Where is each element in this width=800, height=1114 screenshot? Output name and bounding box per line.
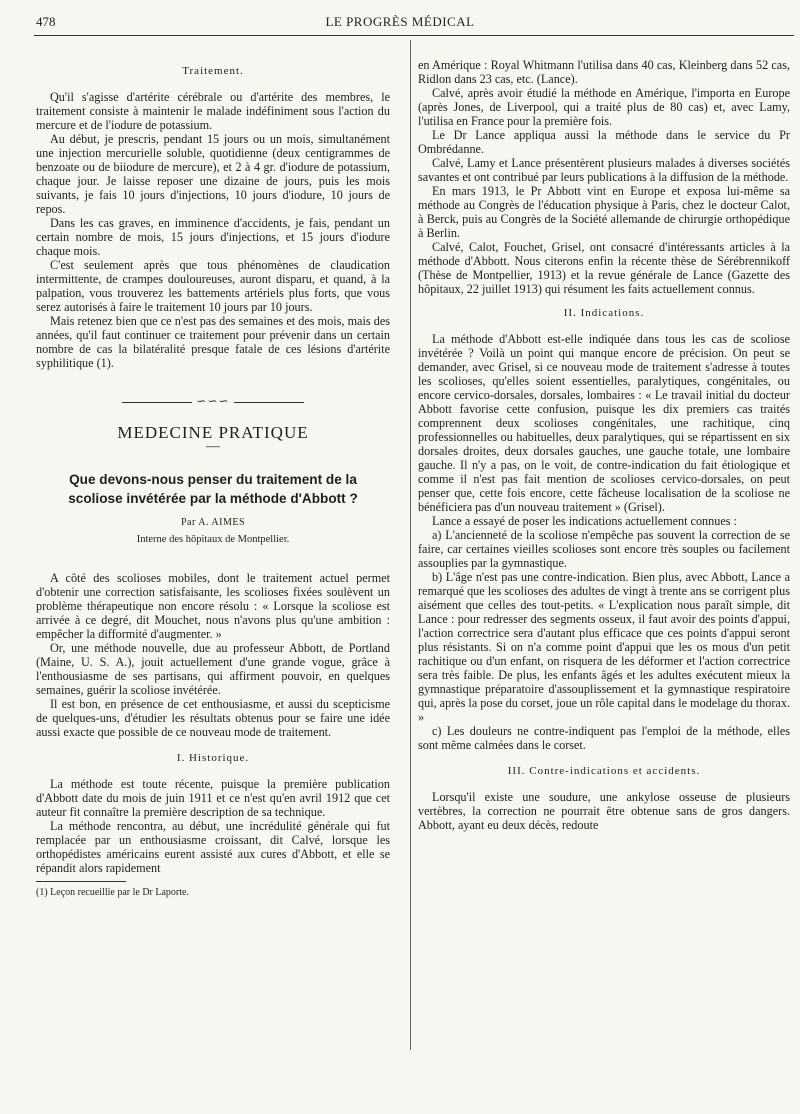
header-rule xyxy=(34,35,794,36)
paragraph: Le Dr Lance appliqua aussi la méthode dans le service du Pr Ombrédanne. xyxy=(418,128,790,156)
section-dash: — xyxy=(206,439,220,454)
paragraph: La méthode d'Abbott est-elle indiquée dans tous les cas de scoliose invétérée ? Voilà un point qui manque encore de précision. On peut se demander, avec Grisel, si ce nouveau mode de traitement s'adresse à toutes les scolioses, qu'elles soient essentielles, paralytiques, congénitales, ou encore cervico-dorsales, dorsales, lombaires : « Le travail initial du docteur Abbott favorise cette confusion, puisque les dix premiers cas traités comprennent deux scolioses congénitales, une rachitique, cinq professionnelles ou habituelles, deux paralytiques, qui se répartissent en six dorsales droites, deux dorsales gauches, une gauche totale, une lombaire gauche. Il n'y a pas, on le voit, de contre-indication du fait étiologique et comme il n'est pas fait mention de scolioses cervico-dorsales, on peut penser que, cette fois encore, cette fâcheuse localisation de la scoliose ne bénéficiera pas d'un nouveau traitement » (Grisel). xyxy=(418,332,790,514)
paragraph: b) L'âge n'est pas une contre-indication. Bien plus, avec Abbott, Lance a remarqué que les scolioses des adultes de vingt à trente ans se corrigent plus aisément que celles des tout-petits. « L'explication nous paraît simple, dit Lance : pour redresser des segments osseux, il faut avoir des points d'appui, l'action correctrice sera d'autant plus efficace que ces points d'appui seront plus résistants. Si on n'a comme point d'appui que les os mous d'un petit rachitique ou d'un enfant, on risquera de les déformer et l'action correctrice sera très faible. De plus, les enfants âgés et les adultes exécutent mieux la gymnastique préparatoire d'assouplissement et la gymnastique respiratoire qui, après la pose du corset, joue un rôle capital dans le modelage du thorax. » xyxy=(418,570,790,724)
journal-title: LE PROGRÈS MÉDICAL xyxy=(325,14,475,29)
paragraph: Il est bon, en présence de cet enthousiasme, et aussi du scepticisme de quelques-uns, d'étudier les résultats obtenus pour se faire une idée aussi exacte que possible de ce nouveau mode de traitement. xyxy=(36,697,390,739)
right-column xyxy=(418,58,790,832)
fleuron-line xyxy=(122,402,192,403)
paragraph: En mars 1913, le Pr Abbott vint en Europe et exposa lui-même sa méthode au Congrès de l'éducation physique à Paris, chez le docteur Calot, à Berck, puis au Congrès de la Société allemande de chirurgie orthopédique à Berlin. xyxy=(418,184,790,240)
paragraph: Lorsqu'il existe une soudure, une ankylose osseuse de plusieurs vertèbres, la correction ne pourrait être obtenue sans de gros dangers. Abbott, ayant eu deux décès, redoute xyxy=(418,790,790,832)
paragraph: A côté des scolioses mobiles, dont le traitement actuel permet d'obtenir une correction satisfaisante, les scolioses fixées soulèvent un problème thérapeutique non encore résolu : « Lorsque la scoliose est arrivée à ce degré, dit Mouchet, nous n'avons plus qu'une ambition : empêcher la difformité d'augmenter. » xyxy=(36,571,390,641)
page-number: 478 xyxy=(36,14,56,29)
fleuron-line xyxy=(234,402,304,403)
traitement-heading: Traitement. xyxy=(182,65,244,77)
paragraph: Qu'il s'agisse d'artérite cérébrale ou d'artérite des membres, le traitement consiste à maintenir le malade indéfiniment sous l'action du mercure et de l'iodure de potassium. xyxy=(36,90,390,132)
paragraph: Or, une méthode nouvelle, due au professeur Abbott, de Portland (Maine, U. S. A.), jouit actuellement d'une grande vogue, grâce à l'enthousiasme de ses partisans, qui affirment pouvoir, en quelques semaines, guérir la scoliose invétérée. xyxy=(36,641,390,697)
author-affiliation: Interne des hôpitaux de Montpellier. xyxy=(136,534,290,545)
article-title: Que devons-nous penser du traitement de la scoliose invétérée par la méthode d'Abbott ? xyxy=(68,472,358,506)
left-column xyxy=(36,58,390,900)
footnote: (1) Leçon recueillie par le Dr Laporte. xyxy=(36,887,189,898)
paragraph: en Amérique : Royal Whitmann l'utilisa dans 40 cas, Kleinberg dans 52 cas, Ridlon dans 23 cas, etc. (Lance). xyxy=(418,58,790,86)
paragraph: La méthode est toute récente, puisque la première publication d'Abbott date du mois de juin 1911 et ce n'est qu'en avril 1912 que cet auteur fit connaître la première description de sa technique. xyxy=(36,777,390,819)
paragraph: Lance a essayé de poser les indications actuellement connues : xyxy=(432,514,737,528)
article-byline: Par A. AIMES xyxy=(180,517,246,528)
section-heading: MEDECINE PRATIQUE xyxy=(117,423,309,442)
historique-heading: I. Historique. xyxy=(176,752,250,764)
indications-heading: II. Indications. xyxy=(563,307,645,319)
paragraph: c) Les douleurs ne contre-indiquent pas l'emploi de la méthode, elles sont même calmées dans le corset. xyxy=(418,724,790,752)
column-divider xyxy=(410,40,411,1050)
paragraph: C'est seulement après que tous phénomènes de claudication intermittente, de crampes douloureuses, auront disparu, et quand, à la palpation, vous trouverez les battements artériels plus forts, que vous serez autorisés à faire le traitement 10 jours par 10 jours. xyxy=(36,258,390,314)
paragraph: Calvé, Lamy et Lance présentèrent plusieurs malades à diverses sociétés savantes et ont contribué par leurs publications à la diffusion de la méthode. xyxy=(418,156,790,184)
footnote-rule xyxy=(36,881,126,882)
paragraph: La méthode rencontra, au début, une incrédulité générale qui fut remplacée par un enthousiasme croissant, dit Calvé, lorsque les orthopédistes américains eurent assisté aux cures d'Abbott, et elle se répandit alors rapidement xyxy=(36,819,390,875)
paragraph: a) L'ancienneté de la scoliose n'empêche pas souvent la correction de se faire, car certaines vieilles scolioses sont encore très souples ou facilement assouplies par la gymnastique. xyxy=(418,528,790,570)
paragraph: Au début, je prescris, pendant 15 jours ou un mois, simultanément une injection mercurielle soluble, quotidienne (deux centigrammes de benzoate ou de biiodure de mercure), et 2 à 4 gr. d'iodure de potassium, chaque jour. Je laisse reposer une dizaine de jours, puis les mois suivants, je fais 10 jours d'injections, 10 jours d'iodure, 10 jours de repos. xyxy=(36,132,390,216)
paragraph: Calvé, après avoir étudié la méthode en Amérique, l'importa en Europe (après Jones, de Liverpool, qui a traité plus de 80 cas) et, avec Lamy, l'utilisa en France pour la première fois. xyxy=(418,86,790,128)
fleuron-ornament-icon: ∽∽∽ xyxy=(196,394,230,408)
paragraph: Dans les cas graves, en imminence d'accidents, je fais, pendant un certain nombre de mois, 15 jours d'injections, et 15 jours d'iodure chaque mois. xyxy=(36,216,390,258)
paragraph: Mais retenez bien que ce n'est pas des semaines et des mois, mais des années, qu'il faut continuer ce traitement pour prévenir dans un certain nombre de cas la bilatéralité presque fatale de ces lésions d'artérite syphilitique (1). xyxy=(36,314,390,370)
fleuron-separator xyxy=(36,394,390,408)
contre-indications-heading: III. Contre-indications et accidents. xyxy=(507,765,701,777)
paragraph: Calvé, Calot, Fouchet, Grisel, ont consacré d'intéressants articles à la méthode d'Abbott. Nous citerons enfin la récente thèse de Sérébrennikoff (Thèse de Montpellier, 1913) et la revue générale de Lance (Gazette des hôpitaux, 22 juillet 1913) qui résument les faits actuellement connus. xyxy=(418,240,790,296)
